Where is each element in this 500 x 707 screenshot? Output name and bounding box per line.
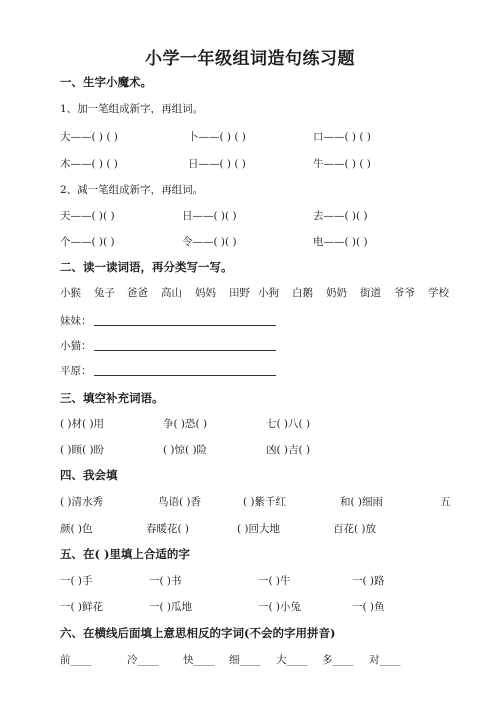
word-item: 田野 — [229, 287, 250, 299]
antonym-item: 大____ — [276, 654, 308, 666]
word-item: 奶奶 — [326, 287, 347, 299]
measure-word-blank: 一( )手 — [60, 575, 93, 587]
measure-word-blank: 一( )牛 — [258, 575, 291, 587]
category-label: 小猫： — [60, 340, 92, 352]
idiom-blank: 鸟语( )香 — [158, 496, 202, 508]
remove-stroke-item: 令——( )( ) — [182, 236, 237, 248]
idiom-blank: ( )清水秀 — [60, 496, 104, 508]
measure-word-blank: 一( )小兔 — [258, 601, 302, 613]
add-stroke-item: 木——( ) ( ) — [60, 158, 118, 170]
antonym-item: 前____ — [60, 654, 92, 666]
add-stroke-item: 口——( ) ( ) — [313, 131, 371, 143]
idiom-blank: 五 — [440, 496, 451, 508]
page-title: 小学一年级组词造句练习题 — [145, 49, 355, 69]
add-stroke-item: 日——( ) ( ) — [188, 158, 246, 170]
answer-line[interactable] — [94, 350, 276, 351]
word-item: 白鹅 — [292, 287, 313, 299]
word-item: 兔子 — [94, 287, 115, 299]
idiom-blank: ( )顾( )盼 — [60, 444, 105, 456]
section-6-heading: 六、在横线后面填上意思相反的字词(不会的字用拼音) — [60, 626, 336, 640]
antonym-item: 多____ — [322, 654, 354, 666]
measure-word-blank: 一( )瓜地 — [149, 601, 193, 613]
idiom-blank: ( )惊( )险 — [163, 444, 208, 456]
idiom-blank: 颜( )色 — [60, 523, 93, 535]
section-1-subheading-1: 1、加一笔组成新字，再组词。 — [60, 103, 204, 115]
word-item: 高山 — [161, 287, 182, 299]
measure-word-blank: 一( )鲜花 — [60, 601, 104, 613]
idiom-blank: ( )回大地 — [237, 523, 281, 535]
idiom-blank: 凶( )吉( ) — [266, 444, 311, 456]
section-4-heading: 四、我会填 — [60, 468, 118, 482]
word-item: 小狗 — [258, 287, 279, 299]
word-item: 小猴 — [60, 287, 81, 299]
measure-word-blank: 一( )鱼 — [352, 601, 385, 613]
section-5-heading: 五、在( )里填上合适的字 — [60, 547, 190, 561]
word-item: 妈妈 — [195, 287, 216, 299]
antonym-item: 对____ — [369, 654, 401, 666]
idiom-blank: ( )紫千红 — [243, 496, 287, 508]
idiom-blank: 七( )八( ) — [266, 418, 311, 430]
idiom-blank: 百花( )放 — [333, 523, 377, 535]
category-label: 平原： — [60, 365, 92, 377]
word-item: 学校 — [428, 287, 449, 299]
word-item: 爸爸 — [127, 287, 148, 299]
idiom-blank: 春暖花( ) — [146, 523, 190, 535]
antonym-item: 细____ — [229, 654, 261, 666]
answer-line[interactable] — [94, 325, 276, 326]
remove-stroke-item: 日——( )( ) — [182, 210, 237, 222]
section-3-heading: 三、填空补充词语。 — [60, 391, 164, 405]
measure-word-blank: 一( )路 — [352, 575, 385, 587]
remove-stroke-item: 个——( )( ) — [60, 236, 115, 248]
answer-line[interactable] — [94, 375, 276, 376]
section-1-heading: 一、生字小魔术。 — [60, 75, 152, 89]
measure-word-blank: 一( )书 — [149, 575, 182, 587]
remove-stroke-item: 去——( )( ) — [313, 210, 368, 222]
idiom-blank: 和( )细雨 — [340, 496, 384, 508]
antonym-item: 冷____ — [127, 654, 159, 666]
add-stroke-item: 大——( ) ( ) — [60, 131, 118, 143]
add-stroke-item: 牛——( ) ( ) — [313, 158, 371, 170]
remove-stroke-item: 天——( )( ) — [60, 210, 115, 222]
section-2-heading: 二、读一读词语，再分类写一写。 — [60, 260, 233, 274]
word-item: 街道 — [360, 287, 381, 299]
section-1-subheading-2: 2、减一笔组成新字，再组词。 — [60, 184, 204, 196]
remove-stroke-item: 电——( )( ) — [313, 236, 368, 248]
antonym-item: 快____ — [183, 654, 215, 666]
add-stroke-item: 卜——( ) ( ) — [188, 131, 246, 143]
category-label: 妹妹： — [60, 315, 92, 327]
word-item: 爷爷 — [394, 287, 415, 299]
idiom-blank: ( )材( )用 — [60, 418, 105, 430]
idiom-blank: 争( )恐( ) — [163, 418, 208, 430]
